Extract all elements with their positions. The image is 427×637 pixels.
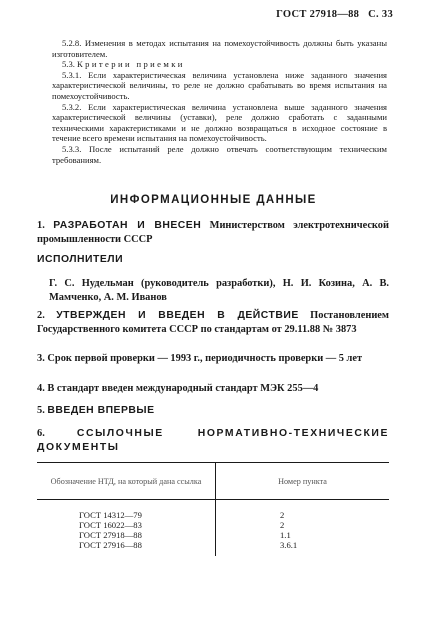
table-row [37,500,389,521]
section-3 [37,352,389,366]
table-row [37,540,389,556]
table-cell-clause: 3.6.1 [280,540,298,550]
clause-5-3-number: 5.3. [62,59,75,70]
section-6-number: 6. [37,428,45,439]
clause-5-3-2: 5.3.2. Если характеристическая величина установлена выше заданного значения характеристической величины (уставки), реле должно сработать с заданными техническими характеристиками и не должно возвращаться в исходное состояние в течение всего времени испытания на помехоустойчивость. [52,101,387,144]
section-3-number: 3. [37,353,45,364]
executors-heading: ИСПОЛНИТЕЛИ [37,254,124,265]
table-cell-clause: 1.1 [280,530,291,540]
section-2 [37,309,389,337]
section-4 [37,382,389,396]
section-2-text: Постановлением Государственного комитета СССР по стандартам от 29.11.88 № 3873 [37,310,389,336]
clause-5-2-8: 5.2.8. Изменения в методах испытания на помехоустойчивость должны быть указаны изготовителем. [52,38,387,59]
test-criteria-section [52,38,387,165]
clause-5-3-3: 5.3.3. После испытаний реле должно отвечать соответствующим техническим требованиям. [52,143,387,165]
table-cell-document: ГОСТ 16022—83 [37,520,216,530]
section-2-number: 2. [37,310,45,321]
executors-text: Г. С. Нудельман (руководитель разработки), Н. И. Козина, А. В. Мамченко, А. М. Иванов [49,278,389,304]
clause-5-3-heading [52,59,387,70]
section-4-number: 4. [37,383,45,394]
section-5-number: 5. [37,405,45,416]
section-6 [37,427,389,455]
table-cell-document: ГОСТ 14312—79 [37,500,216,521]
executors-heading-block [37,253,389,267]
references-table-header [37,463,389,500]
references-table [37,462,389,556]
section-4-text: В стандарт введен международный стандарт МЭК 255—4 [47,383,319,394]
section-5-heading: ВВЕДЕН ВПЕРВЫЕ [47,405,155,416]
table-row [37,530,389,540]
section-5 [37,404,389,418]
page-number: С. 33 [368,9,393,20]
section-6-heading: ССЫЛОЧНЫЕ НОРМАТИВНО-ТЕХНИЧЕСКИЕ ДОКУМЕНТЫ [37,428,389,454]
page-header [270,9,393,20]
table-cell-document: ГОСТ 27916—88 [37,540,216,556]
table-cell-clause: 2 [280,510,285,520]
table-cell-document: ГОСТ 27918—88 [37,530,216,540]
standard-number: ГОСТ 27918—88 [276,9,360,20]
clause-5-3-title: Критерии приемки [77,59,185,70]
executors-list [37,277,389,305]
table-cell-clause: 2 [280,520,285,530]
section-1 [37,219,389,247]
info-data-title: ИНФОРМАЦИОННЫЕ ДАННЫЕ [110,194,317,206]
col-header-document: Обозначение НТД, на который дана ссылка [37,463,216,500]
section-1-number: 1. [37,220,45,231]
section-1-heading: РАЗРАБОТАН И ВНЕСЕН [53,220,202,231]
section-1-text: Министерством электротехнической промышленности СССР [37,220,389,246]
col-header-clause: Номер пункта [216,463,390,500]
clause-5-3-1: 5.3.1. Если характеристическая величина установлена ниже заданного значения характеристической величины, то реле не должно срабатывать во время испытания на помехоустойчивость. [52,69,387,101]
section-3-text: Срок первой проверки — 1993 г., периодичность проверки — 5 лет [47,353,363,364]
table-row [37,520,389,530]
section-2-heading: УТВЕРЖДЕН И ВВЕДЕН В ДЕЙСТВИЕ [56,310,299,321]
